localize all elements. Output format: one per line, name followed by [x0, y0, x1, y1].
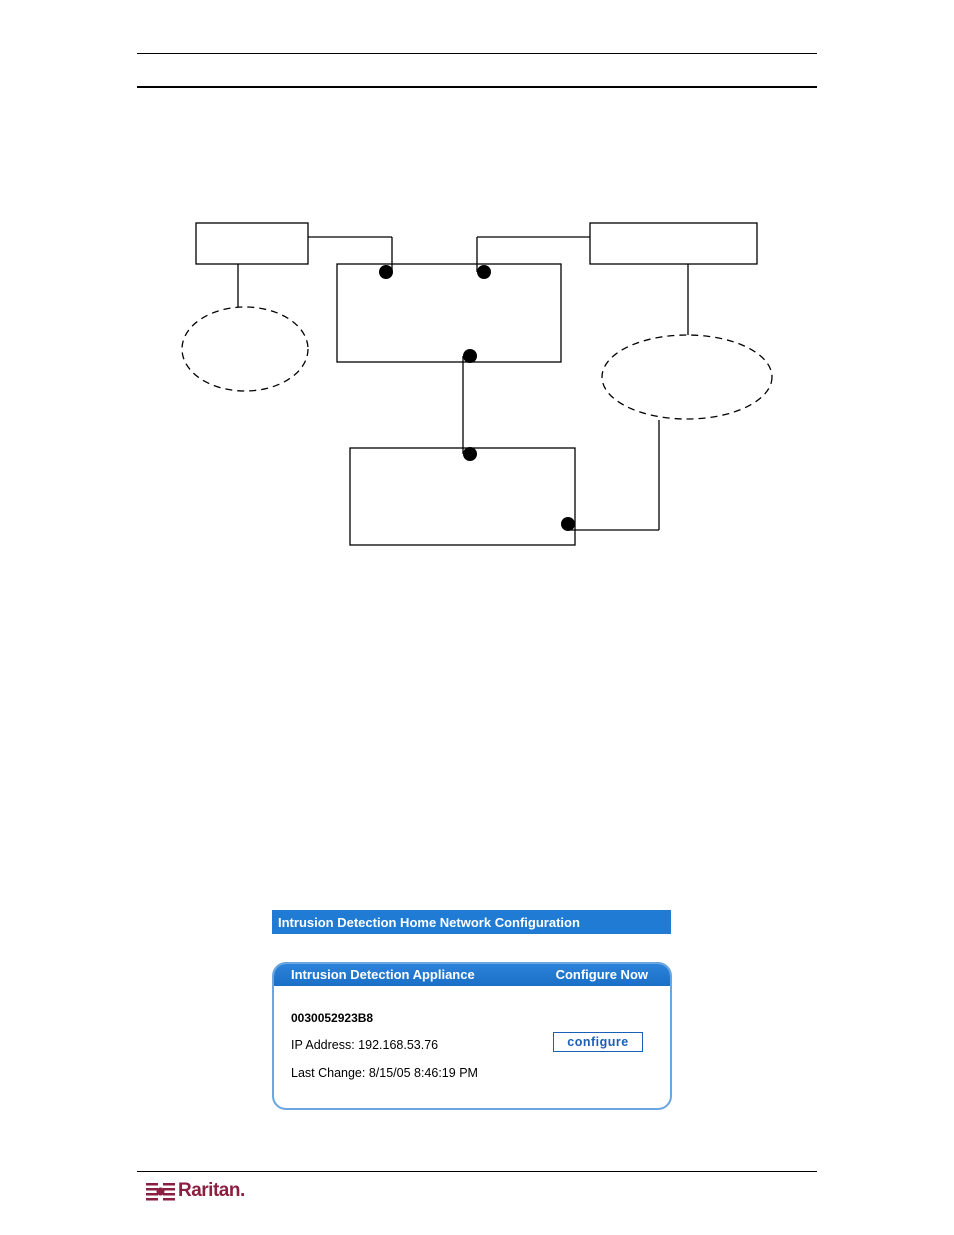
port-dot-bottom-top: [463, 447, 477, 461]
left-cloud: [182, 307, 308, 391]
port-dot-center-right: [477, 265, 491, 279]
configure-button[interactable]: configure: [553, 1032, 643, 1052]
center-box: [337, 264, 561, 362]
last-change: Last Change: 8/15/05 8:46:19 PM: [291, 1066, 478, 1080]
footer-rule: [137, 1171, 817, 1172]
port-dot-center-left: [379, 265, 393, 279]
appliance-panel: [272, 962, 672, 1110]
raritan-logo-mark-icon: [146, 1180, 176, 1202]
raritan-logo: [146, 1180, 245, 1202]
config-screenshot: [272, 910, 672, 1112]
right-cloud: [602, 335, 772, 419]
top-left-box: [196, 223, 308, 264]
panel-title: Intrusion Detection Appliance: [291, 967, 475, 982]
bottom-box: [350, 448, 575, 545]
network-diagram: [0, 0, 954, 600]
page-title: Intrusion Detection Home Network Configuration: [272, 910, 671, 934]
port-dot-center-bottom: [463, 349, 477, 363]
port-dot-bottom-right: [561, 517, 575, 531]
logo-text: Raritan.: [178, 1180, 245, 1201]
ip-address: IP Address: 192.168.53.76: [291, 1038, 439, 1052]
top-right-box: [590, 223, 757, 264]
configure-now-label: Configure Now: [555, 967, 648, 982]
panel-header: [274, 964, 670, 986]
panel-body: [291, 986, 670, 1108]
device-id: 0030052923B8: [291, 1011, 374, 1025]
